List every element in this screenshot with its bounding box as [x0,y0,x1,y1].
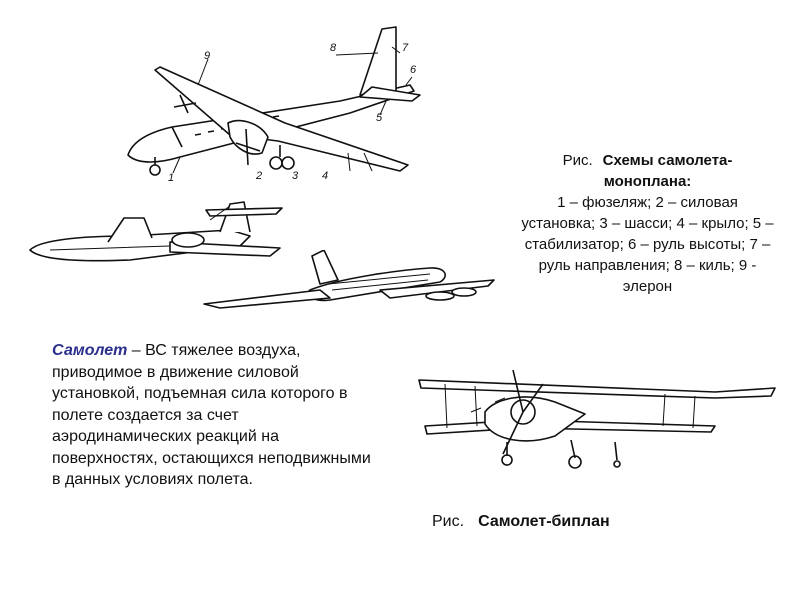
widebody-airliner-drawing [200,250,500,320]
definition-paragraph [52,340,382,491]
label-8: 8 [330,42,337,54]
caption-title: Самолет-биплан [478,513,610,530]
monoplane-labeled-diagram [110,25,430,195]
label-3: 3 [292,170,299,182]
label-7: 7 [402,42,409,54]
label-1: 1 [168,172,175,184]
figure-caption-biplane [432,513,610,531]
definition-text: – ВС тяжелее воздуха, приводимое в движение силовой установкой, подъемная сила которого в полете создается за счет аэродинамических реакций на поверхностях, остающихся неподвижными в данных условиях полета. [52,342,371,488]
definition-term: Самолет [52,342,128,359]
label-6: 6 [410,64,417,76]
label-9: 9 [204,50,211,62]
label-2: 2 [256,170,263,182]
biplane-drawing [415,362,785,477]
caption-prefix: Рис. [562,152,593,169]
figure-caption-monoplane [520,150,775,297]
caption-prefix: Рис. [432,513,465,530]
caption-legend: 1 – фюзеляж; 2 – силовая установка; 3 – шасси; 4 – крыло; 5 – стабилизатор; 6 – руль высоты; 7 – руль направления; 8 – киль; 9 - элерон [521,194,774,295]
caption-title: Схемы самолета-моноплана: [602,152,733,190]
label-4: 4 [322,170,329,182]
label-5: 5 [376,112,383,124]
